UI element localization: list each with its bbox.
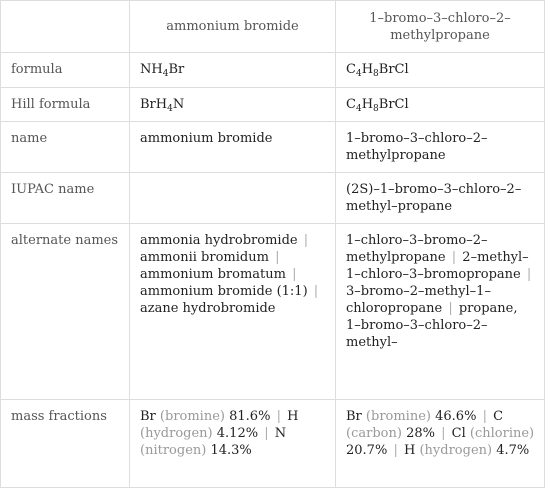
formula-part: H (361, 62, 374, 77)
row-label-mass-fractions: mass fractions (1, 400, 130, 488)
formula-subscript: 4 (355, 104, 362, 114)
separator: | (276, 409, 281, 424)
hill-formula-cell-a (130, 88, 336, 122)
separator: | (448, 301, 453, 316)
separator: | (264, 426, 269, 441)
alternate-name: propane, 1–bromo–3–chloro–2–methyl– (346, 301, 518, 350)
formula-cell-b (336, 53, 545, 88)
row-label-formula: formula (1, 53, 130, 88)
alternate-names-cell-b (336, 224, 545, 400)
mass-fraction-value: 28% (406, 426, 435, 441)
element-name: (hydrogen) (140, 426, 213, 441)
formula-cell-a (130, 53, 336, 88)
separator: | (526, 267, 532, 282)
row-name (1, 122, 545, 173)
alternate-name: ammonium bromide (1:1) (140, 284, 308, 299)
mass-fractions-cell-a (130, 400, 336, 488)
row-alternate-names (1, 224, 545, 400)
element-symbol: H (403, 443, 416, 458)
element-name: (bromine) (365, 409, 431, 424)
mass-fraction-value: 4.12% (216, 426, 259, 441)
separator: | (451, 250, 457, 265)
formula-part: Br (168, 62, 185, 77)
element-name: (nitrogen) (140, 443, 207, 458)
iupac-name-cell-a (130, 173, 336, 224)
row-label-alternate-names: alternate names (1, 224, 130, 400)
formula-part: BrCl (378, 62, 409, 77)
alternate-name: 3–bromo–2–methyl–1–chloropropane (346, 284, 491, 316)
mass-fraction-value: 20.7% (346, 443, 388, 458)
header-row (1, 1, 545, 53)
hill-formula-cell-b (336, 88, 545, 122)
element-name: (chlorine) (469, 426, 535, 441)
mass-fraction-value: 81.6% (229, 409, 271, 424)
formula-subscript: 4 (167, 104, 173, 114)
alternate-name: ammonii bromidum (140, 250, 269, 265)
separator: | (313, 284, 319, 299)
row-label-iupac-name: IUPAC name (1, 173, 130, 224)
mass-fraction-value: 4.7% (496, 443, 530, 458)
formula-subscript: 8 (373, 104, 379, 114)
separator: | (393, 443, 398, 458)
formula-part: H (361, 97, 374, 112)
row-mass-fractions (1, 400, 545, 488)
separator: | (303, 233, 309, 248)
column-header-bromochloromethylpropane: 1–bromo–3–chloro–2–methylpropane (336, 1, 545, 53)
mass-fraction-value: 14.3% (210, 443, 252, 458)
formula-part: C (346, 97, 356, 112)
alternate-name: 1–chloro–3–bromo–2–methylpropane (346, 233, 488, 265)
formula-part: NH (140, 62, 163, 77)
element-name: (carbon) (346, 426, 402, 441)
name-cell-b: 1–bromo–3–chloro–2–methylpropane (336, 122, 545, 173)
column-header-ammonium-bromide: ammonium bromide (130, 1, 336, 53)
corner-cell (1, 1, 130, 53)
element-name: (bromine) (159, 409, 225, 424)
formula-part: BrCl (378, 97, 409, 112)
alternate-name: azane hydrobromide (140, 301, 276, 316)
alternate-name: ammonium bromatum (140, 267, 286, 282)
mass-fraction-value: 46.6% (435, 409, 477, 424)
separator: | (441, 426, 446, 441)
formula-subscript: 8 (373, 69, 379, 79)
row-label-name: name (1, 122, 130, 173)
row-iupac-name (1, 173, 545, 224)
row-hill-formula (1, 88, 545, 122)
element-symbol: H (287, 409, 299, 424)
separator: | (482, 409, 487, 424)
row-formula (1, 53, 545, 88)
row-label-hill-formula: Hill formula (1, 88, 130, 122)
formula-part: C (346, 62, 356, 77)
formula-part: N (172, 97, 185, 112)
element-symbol: Cl (451, 426, 466, 441)
separator: | (292, 267, 297, 282)
formula-subscript: 4 (355, 69, 362, 79)
formula-subscript: 4 (162, 69, 169, 79)
iupac-name-cell-b: (2S)–1–bromo–3–chloro–2–methyl–propane (336, 173, 545, 224)
mass-fractions-cell-b (336, 400, 545, 488)
alternate-names-cell-a (130, 224, 336, 400)
element-symbol: Br (140, 409, 156, 424)
name-cell-a: ammonium bromide (130, 122, 336, 173)
element-symbol: C (493, 409, 504, 424)
element-symbol: N (274, 426, 287, 441)
alternate-name: ammonia hydrobromide (140, 233, 298, 248)
separator: | (275, 250, 280, 265)
element-name: (hydrogen) (419, 443, 493, 458)
alternate-name: 2–methyl–1–chloro–3–bromopropane (346, 250, 529, 282)
element-symbol: Br (346, 409, 362, 424)
formula-part: BrH (140, 97, 168, 112)
